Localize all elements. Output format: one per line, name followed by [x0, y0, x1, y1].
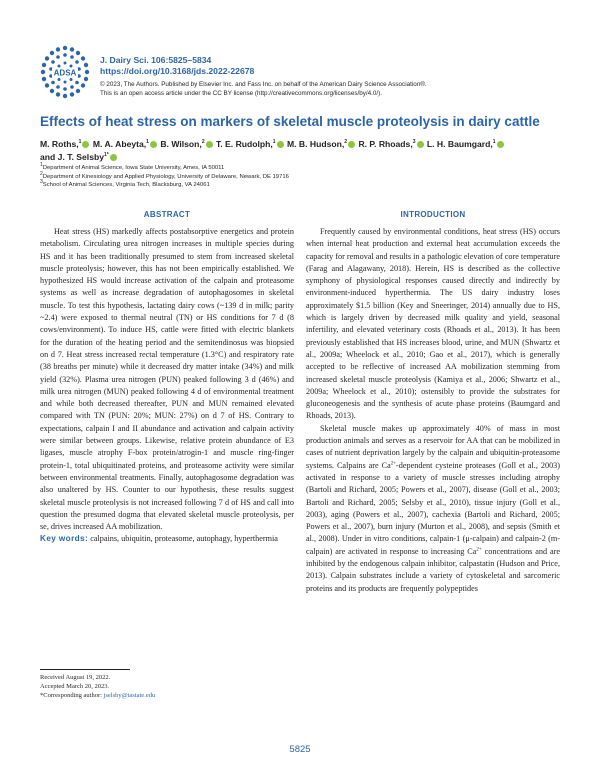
orcid-icon[interactable] — [348, 141, 355, 148]
author[interactable]: B. Wilson,$^2$ — [160, 139, 213, 149]
journal-meta — [100, 55, 580, 98]
doi-link[interactable]: https://doi.org/10.3168/jds.2022-22678 — [100, 66, 255, 76]
orcid-icon[interactable] — [150, 141, 157, 148]
orcid-icon[interactable] — [277, 141, 284, 148]
orcid-icon[interactable] — [206, 141, 213, 148]
abstract-body — [40, 226, 294, 546]
orcid-icon[interactable] — [497, 141, 504, 148]
orcid-icon[interactable] — [82, 141, 89, 148]
license-line: This is an open access article under the CC BY license (http://creativecommons.org/licenses/by/4.0/). — [100, 89, 382, 97]
keywords-list: calpains, ubiquitin, proteasome, autophagy, hyperthermia — [90, 534, 278, 544]
orcid-icon[interactable] — [417, 141, 424, 148]
introduction-body — [306, 226, 560, 595]
author[interactable]: T. E. Rudolph,$^1$ — [216, 139, 285, 149]
adsa-logo-icon — [34, 42, 96, 102]
affiliation: $^1$Department of Animal Science, Iowa State University, Ames, IA 50011 — [40, 162, 225, 171]
intro-paragraph-2: Skeletal muscle makes up approximately 40% of mass in most production animals and serves as a reservoir for AA that can be mobilized in cases of nutrient deprivation largely by the calpain and ubiquitin-proteasome systems. Calpains are $Ca^{2+}$-dependent cysteine proteases (Goll et al., 2003) activated in response to a variety of muscle stresses including atrophy (Bartoli and Richard, 2005; Powers et al., 2007), disease (Goll et al., 2003; Bartoli and Richard, 2005; Selsby et al., 2010), tissue injury (Goll et al., 2003), aging (Powers et al., 2007), cachexia (Bartoli and Richard, 2005; Powers et al., 2007), burn injury (Murton et al., 2008), and sepsis (Smith et al., 2008). Under in vitro conditions, calpain-1 (μ-calpain) and calpain-2 (m-calpain) are activated in response to increasing $Ca^{2+}$ concentrations and are inhibited by the endogenous calpain inhibitor, calpastatin (Hudson and Price, 2013). Calpain substrates include a variety of cytoskeletal and sarcomeric proteins and its products are frequently polypeptides — [306, 423, 560, 593]
journal-header — [34, 42, 574, 108]
author[interactable]: M. Roths,$^1$ — [40, 139, 90, 149]
received-date: Received August 19, 2022. — [40, 674, 111, 681]
corresponding-author: *Corresponding author: jselsby@iastate.edu — [40, 692, 156, 699]
page-number: 5825 — [289, 744, 311, 755]
author-list — [40, 138, 560, 164]
author[interactable]: R. P. Rhoads,$^3$ — [358, 139, 424, 149]
footnote-rule — [40, 669, 130, 670]
intro-paragraph-1: Frequently caused by environmental conditions, heat stress (HS) occurs when internal heat production and external heat accumulation exceeds the capacity for removal and results in a pathologic elevation of core temperature (Farag and Alagawany, 2018). Herein, HS is described as the collective symphony of physiological responses caused directly and indirectly by environment-induced hyperthermia. The US dairy industry loses approximately $1.5 billion (Key and Sneeringer, 2014) annually due to HS, which is largely driven by decreased milk quality and yield, seasonal infertility, and elevated veterinary costs (Rhoads et al., 2013). It has been previously established that HS increases blood, urine, and MUN (Shwartz et al., 2009a; Wheelock et al., 2010; Gao et al., 2017), which is generally accepted to be reflective of increased AA mobilization stemming from increased skeletal muscle proteolysis (Kamiya et al., 2006; Shwartz et al., 2009a; Wheelock et al., 2010); ostensibly to provide the substrates for gluconeogenesis and the synthesis of acute phase proteins (Baumgard and Rhoads, 2013). — [306, 227, 560, 421]
journal-citation: J. Dairy Sci. 106:5825–5834 — [100, 55, 212, 65]
article-dates — [40, 673, 290, 700]
copyright-notice — [100, 81, 580, 98]
affiliation: $^2$Department of Kinesiology and Applied Physiology, University of Delaware, Newark, DE 19716 — [40, 170, 289, 180]
orcid-icon[interactable] — [110, 154, 117, 161]
corresponding-email-link[interactable]: jselsby@iastate.edu — [103, 692, 156, 699]
introduction-heading: INTRODUCTION — [400, 210, 466, 219]
affiliation: $^3$School of Animal Sciences, Virginia Tech, Blacksburg, VA 24061 — [40, 179, 210, 189]
abstract-heading: ABSTRACT — [143, 210, 191, 219]
abstract-text: Heat stress (HS) markedly affects postabsorptive energetics and protein metabolism. Circulating urea nitrogen increases in multiple species during HS and it has been traditionally presumed to stem from increased skeletal muscle proteolysis; however, this has not been empirically established. We hypothesized HS would increase activation of the calpain and proteasome systems as well as increase degradation of autophagosomes in skeletal muscle. To test this hypothesis, lactating dairy cows (~139 d in milk; parity ~2.4) were exposed to thermal neutral (TN) or HS conditions for 7 d (8 cows/environment). To induce HS, cattle were fitted with electric blankets for the duration of the heating period and the semitendinosus was biopsied on d 7. Heat stress increased rectal temperature (1.3°C) and respiratory rate (38 breaths per minute) while it decreased dry matter intake (34%) and milk yield (32%). Plasma urea nitrogen (PUN) peaked following 3 d (46%) and milk urea nitrogen (MUN) peaked following 4 d of environmental treatment and while both decreased thereafter, PUN and MUN remained elevated compared with TN (PUN: 20%; MUN: 27%) on d 7 of HS. Contrary to expectations, calpain I and II abundance and activation and calpain activity were similar between groups. Likewise, relative protein abundance of E3 ligases, muscle atrophy F-box protein/atrogin-1 and muscle ring-finger protein-1, total ubiquitinated proteins, and proteasome activity were similar between environmental treatments. Finally, autophagosome degradation was also unaltered by HS. Counter to our hypothesis, these results suggest skeletal muscle proteolysis is not increased following 7 d of HS and call into question the presumed dogma that elevated skeletal muscle proteolysis, per se, drives increased AA mobilization. — [40, 227, 294, 532]
author[interactable]: L. H. Baumgard,$^1$ — [427, 139, 505, 149]
author[interactable]: M. A. Abeyta,$^1$ — [93, 139, 158, 149]
author[interactable]: and J. T. Selsby$^{1*}$ — [40, 152, 118, 162]
affiliations — [40, 164, 560, 190]
accepted-date: Accepted March 20, 2023. — [40, 683, 110, 690]
keywords-label: Key words: — [40, 534, 89, 544]
keywords — [40, 533, 294, 545]
svg-text:ADSA: ADSA — [53, 68, 77, 78]
author[interactable]: M. B. Hudson,$^2$ — [287, 139, 356, 149]
copyright-line: © 2023, The Authors. Published by Elsevier Inc. and Fass Inc. on behalf of the American Dairy Science Association®. — [100, 81, 427, 88]
article-title: Effects of heat stress on markers of skeletal muscle proteolysis in dairy cattle — [40, 114, 540, 129]
